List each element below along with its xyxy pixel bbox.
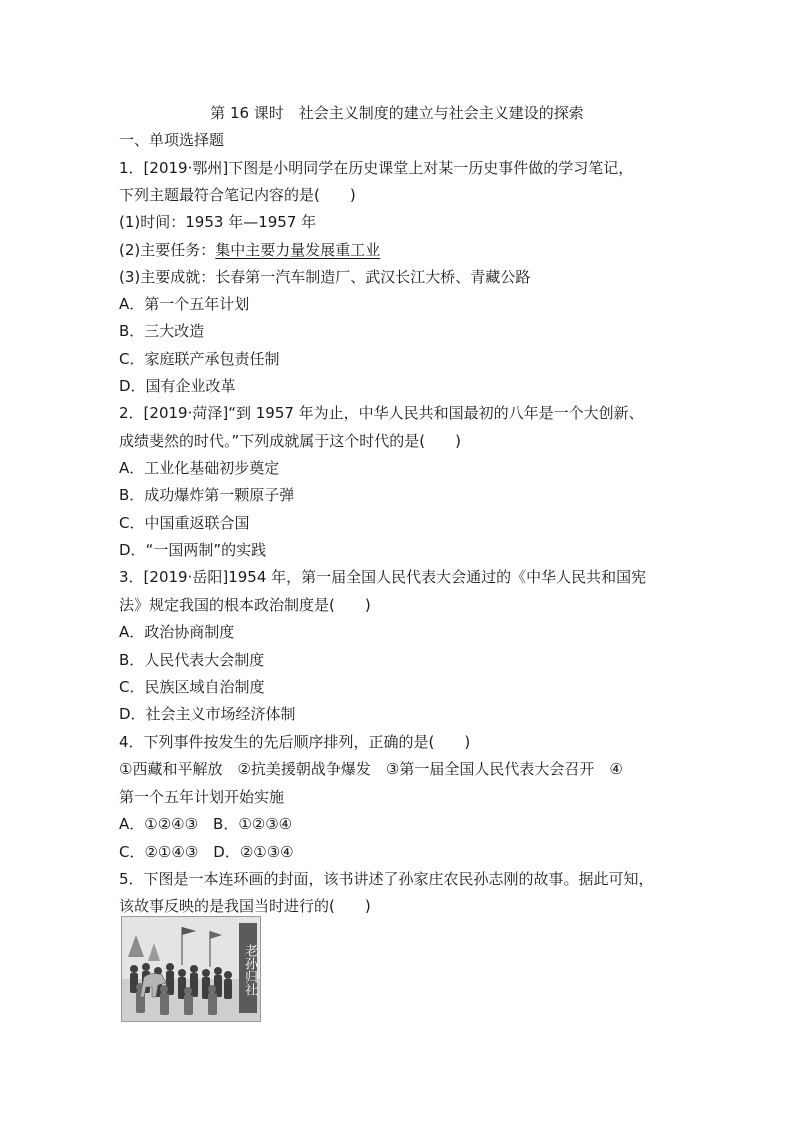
q1-option-c: C．家庭联产承包责任制 [119,350,280,368]
q5-stem-line2: 该故事反映的是我国当时进行的( ) [119,897,371,915]
q3-stem-line2: 法》规定我国的根本政治制度是( ) [119,596,371,614]
q2-stem-line1: 2．[2019·菏泽]“到 1957 年为止，中华人民共和国最初的八年是一个大创新、 [119,404,644,422]
q4-events-line2: 第一个五年计划开始实施 [119,788,285,806]
q1-option-d: D．国有企业改革 [119,377,236,395]
q4-events-line1: ①西藏和平解放 ②抗美援朝战争爆发 ③第一届全国人民代表大会召开 ④ [119,760,623,778]
q1-note-task-underlined: 集中主要力量发展重工业 [215,241,381,259]
q2-option-a: A．工业化基础初步奠定 [119,459,280,477]
q1-note-task-label: (2)主要任务： [119,241,216,259]
q1-option-b: B．三大改造 [119,322,205,340]
q4-stem: 4．下列事件按发生的先后顺序排列，正确的是( ) [119,733,471,751]
q3-option-c: C．民族区域自治制度 [119,678,265,696]
q5-stem-line1: 5．下图是一本连环画的封面，该书讲述了孙家庄农民孙志刚的故事。据此可知， [119,870,654,888]
cover-title-text: 老孙归社 [239,923,257,1013]
q1-note-time: (1)时间：1953 年—1957 年 [119,213,317,231]
q2-option-b: B．成功爆炸第一颗原子弹 [119,486,295,504]
q3-option-d: D．社会主义市场经济体制 [119,705,296,723]
q3-stem-line1: 3．[2019·岳阳]1954 年，第一届全国人民代表大会通过的《中华人民共和国宪 [119,568,647,586]
q3-option-b: B．人民代表大会制度 [119,651,265,669]
lesson-title: 第 16 课时 社会主义制度的建立与社会主义建设的探索 [210,104,584,122]
q1-stem-line2: 下列主题最符合笔记内容的是( ) [119,186,356,204]
q2-option-c: C．中国重返联合国 [119,514,250,532]
q1-note-task [119,240,380,260]
comic-cover-image [121,916,261,1022]
q1-stem-line1: 1．[2019·鄂州]下图是小明同学在历史课堂上对某一历史事件做的学习笔记， [119,159,634,177]
q2-stem-line2: 成绩斐然的时代。”下列成就属于这个时代的是( ) [119,432,461,450]
q1-note-achievement: (3)主要成就：长春第一汽车制造厂、武汉长江大桥、青藏公路 [119,268,531,286]
q2-option-d: D．“一国两制”的实践 [119,541,267,559]
q1-option-a: A．第一个五年计划 [119,295,250,313]
q4-options-ab: A．①②④③ B．①②③④ [119,815,293,833]
section-heading: 一、单项选择题 [119,131,225,149]
q3-option-a: A．政治协商制度 [119,623,235,641]
q4-options-cd: C．②①④③ D．②①③④ [119,843,294,861]
